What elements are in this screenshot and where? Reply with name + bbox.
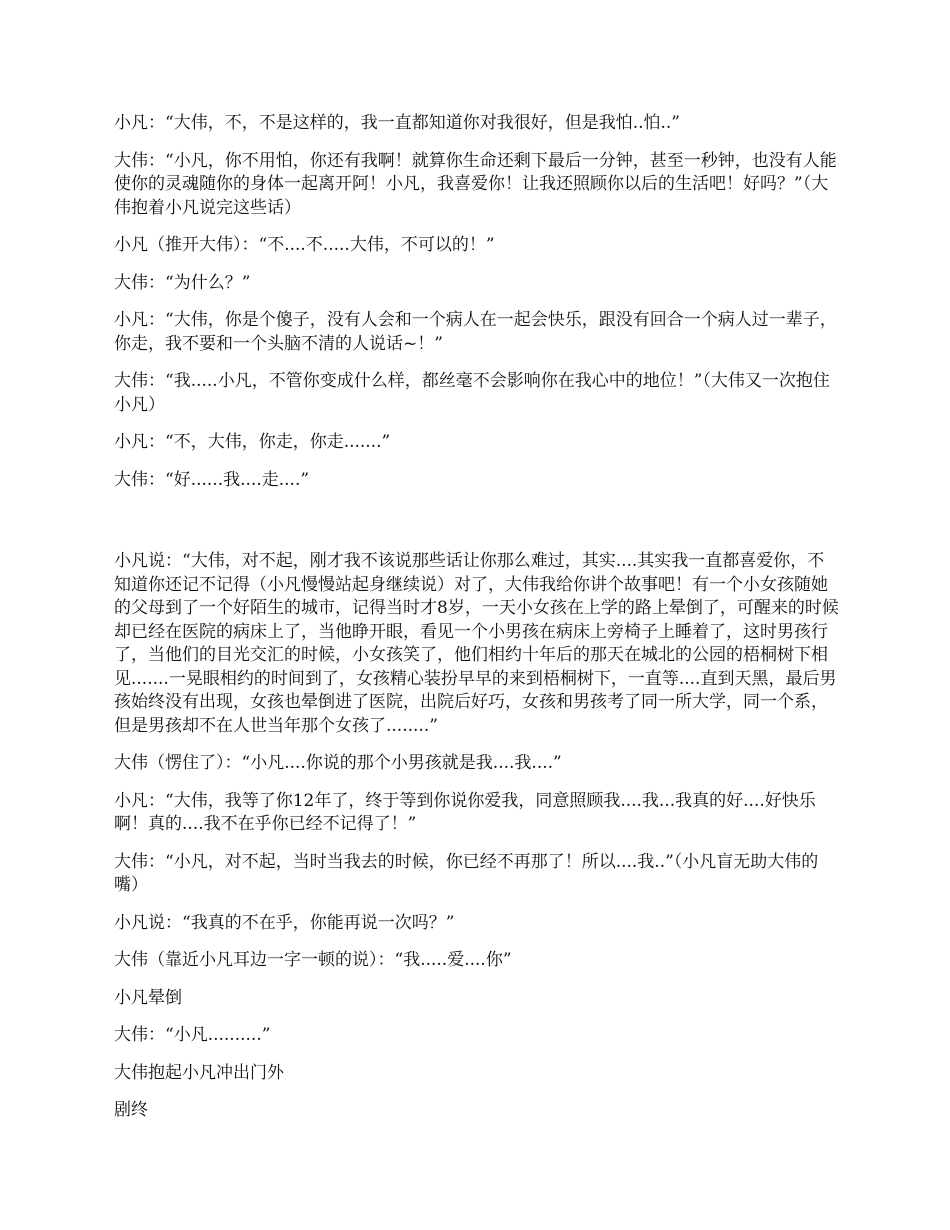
paragraph: 大伟：“好......我....走....” (114, 469, 310, 490)
paragraph: 大伟：“小凡，你不用怕，你还有我啊！就算你生命还剩下最后一分钟，甚至一秒钟，也没有人能使你的灵魂随你的身体一起离开阿！小凡，我喜爱你！让我还照顾你以后的生活吧！好吗？”（大伟抱着小凡说完这些话） (114, 150, 837, 218)
paragraph: 小凡：“大伟，我等了你12年了，终于等到你说你爱我，同意照顾我....我...我真的好....好快乐啊！真的....我不在乎你已经不记得了！” (114, 790, 816, 834)
paragraph: 小凡：“不，大伟，你走，你走.......” (114, 432, 391, 452)
paragraph: 大伟：“我.....小凡，不管你变成什么样，都丝毫不会影响你在我心中的地位！”（大伟又一次抱住小凡） (114, 371, 830, 415)
paragraph: 小凡：“大伟，你是个傻子，没有人会和一个病人在一起会快乐，跟没有回合一个病人过一辈子，你走，我不要和一个头脑不清的人说话~！” (114, 310, 837, 354)
paragraph: 小凡说：“我真的不在乎，你能再说一次吗？” (114, 912, 455, 933)
paragraph: 大伟：“小凡..........” (114, 1025, 271, 1045)
closing-line: 剧终 (114, 1100, 148, 1120)
paragraph: 小凡说：“大伟，对不起，刚才我不该说那些话让你那么难过，其实....其实我一直都喜爱你，不知道你还记不记得（小凡慢慢站起身继续说）对了，大伟我给你讲个故事吧！有一个小女孩随她的父母到了一个好陌生的城市，记得当时才8岁，一天小女孩在上学的路上晕倒了，可醒来的时候却已经在医院的病床上了，当他睁开眼，看见一个小男孩在病床上旁椅子上睡着了，这时男孩行了，当他们的目光交汇的时候，小女孩笑了，他们相约十年后的那天在城北的公园的梧桐树下相见.......一晃眼相约的时间到了，女孩精心装扮早早的来到梧桐树下，一直等....直到天黑，最后男孩始终没有出现，女孩也晕倒进了医院，出院后好巧，女孩和男孩考了同一所大学，同一个系，但是男孩却不在人世当年那个女孩了........” (114, 551, 839, 736)
paragraph: 小凡（推开大伟）：“不....不.....大伟，不可以的！” (114, 235, 495, 255)
document-body (114, 112, 840, 1137)
paragraph: 大伟抱起小凡冲出门外 (114, 1062, 284, 1083)
paragraph: 大伟（愣住了）：“小凡....你说的那个小男孩就是我....我....” (114, 753, 562, 773)
paragraph: 小凡：“大伟，不，不是这样的，我一直都知道你对我很好，但是我怕..怕..” (114, 113, 680, 133)
paragraph: 大伟：“为什么？” (114, 272, 251, 293)
paragraph: 大伟：“小凡，对不起，当时当我去的时候，你已经不再那了！所以....我..”（小凡盲无助大伟的嘴） (114, 851, 819, 895)
section-gap (114, 506, 840, 550)
paragraph: 大伟（靠近小凡耳边一字一顿的说）：“我.....爱....你” (114, 950, 512, 970)
paragraph: 小凡晕倒 (114, 987, 182, 1008)
